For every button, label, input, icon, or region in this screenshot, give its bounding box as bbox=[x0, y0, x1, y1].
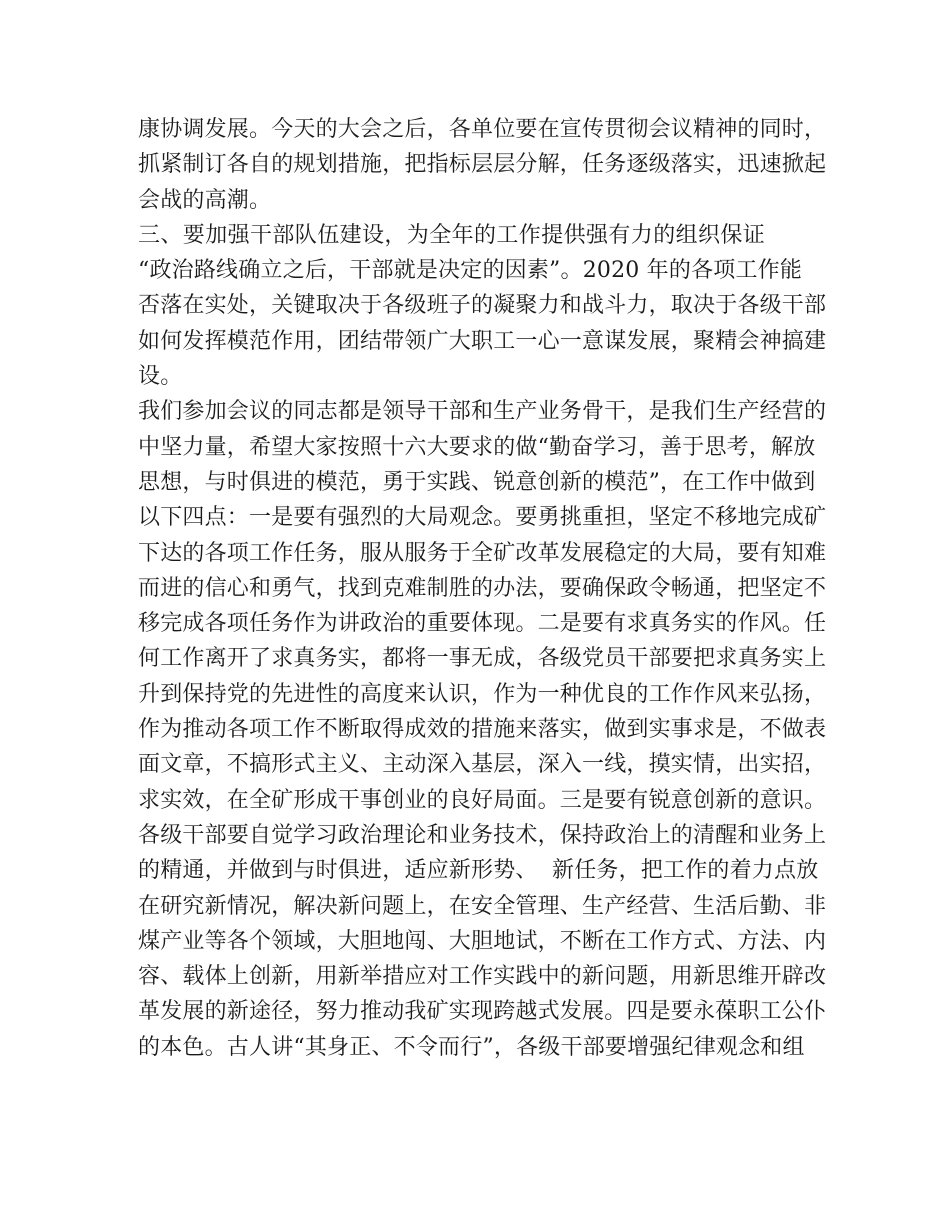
text-line: 思想，与时俱进的模范，勇于实践、锐意创新的模范”，在工作中做到 bbox=[138, 469, 816, 495]
section-heading: 三、要加强干部队伍建设，为全年的工作提供强有力的组织保证 bbox=[138, 222, 766, 248]
text-line: 抓紧制订各自的规划措施，把指标层层分解，任务逐级落实，迅速掀起 bbox=[138, 152, 827, 178]
text-line: “政治路线确立之后，干部就是决定的因素”。2020 年的各项工作能 bbox=[138, 258, 803, 284]
text-line: 移完成各项任务作为讲政治的重要体现。二是要有求真务实的作风。任 bbox=[138, 611, 827, 637]
text-line: 的精通，并做到与时俱进，适应新形势、 新任务，把工作的着力点放 bbox=[138, 858, 819, 884]
text-line: 何工作离开了求真务实，都将一事无成，各级党员干部要把求真务实上 bbox=[138, 646, 827, 672]
text-line: 作为推动各项工作不断取得成效的措施来落实，做到实事求是，不做表 bbox=[138, 717, 827, 743]
text-line: 设。 bbox=[138, 364, 183, 390]
text-line: 会战的高潮。 bbox=[138, 187, 272, 213]
text-line: 而进的信心和勇气，找到克难制胜的办法，要确保政令畅通，把坚定不 bbox=[138, 575, 827, 601]
text-line: 康协调发展。今天的大会之后，各单位要在宣传贯彻会议精神的同时， bbox=[138, 117, 827, 142]
text-line: 如何发挥模范作用，团结带领广大职工一心一意谋发展，聚精会神搞建 bbox=[138, 328, 827, 354]
text-line: 以下四点：一是要有强烈的大局观念。要勇挑重担，坚定不移地完成矿 bbox=[138, 505, 827, 531]
text-line: 中坚力量，希望大家按照十六大要求的做“勤奋学习，善于思考，解放 bbox=[138, 434, 816, 460]
text-line: 否落在实处，关键取决于各级班子的凝聚力和战斗力，取决于各级干部 bbox=[138, 293, 827, 319]
text-line: 下达的各项工作任务，服从服务于全矿改革发展稳定的大局，要有知难 bbox=[138, 540, 827, 566]
text-line: 煤产业等各个领域，大胆地闯、大胆地试，不断在工作方式、方法、内 bbox=[138, 928, 827, 954]
text-line: 求实效，在全矿形成干事创业的良好局面。三是要有锐意创新的意识。 bbox=[138, 787, 827, 813]
text-line: 面文章，不搞形式主义、主动深入基层，深入一线，摸实情，出实招， bbox=[138, 752, 827, 778]
text-line: 在研究新情况，解决新问题上，在安全管理、生产经营、生活后勤、非 bbox=[138, 893, 827, 919]
text-line: 革发展的新途径，努力推动我矿实现跨越式发展。四是要永葆职工公仆 bbox=[138, 999, 827, 1025]
text-line: 各级干部要自觉学习政治理论和业务技术，保持政治上的清醒和业务上 bbox=[138, 822, 827, 848]
text-line: 的本色。古人讲“其身正、不令而行”，各级干部要增强纪律观念和组 bbox=[138, 1034, 805, 1060]
text-line: 升到保持党的先进性的高度来认识，作为一种优良的工作作风来弘扬， bbox=[138, 681, 827, 707]
text-line: 我们参加会议的同志都是领导干部和生产业务骨干，是我们生产经营的 bbox=[138, 399, 827, 425]
body-text bbox=[138, 112, 827, 1065]
text-line: 容、载体上创新，用新举措应对工作实践中的新问题，用新思维开辟改 bbox=[138, 964, 827, 990]
